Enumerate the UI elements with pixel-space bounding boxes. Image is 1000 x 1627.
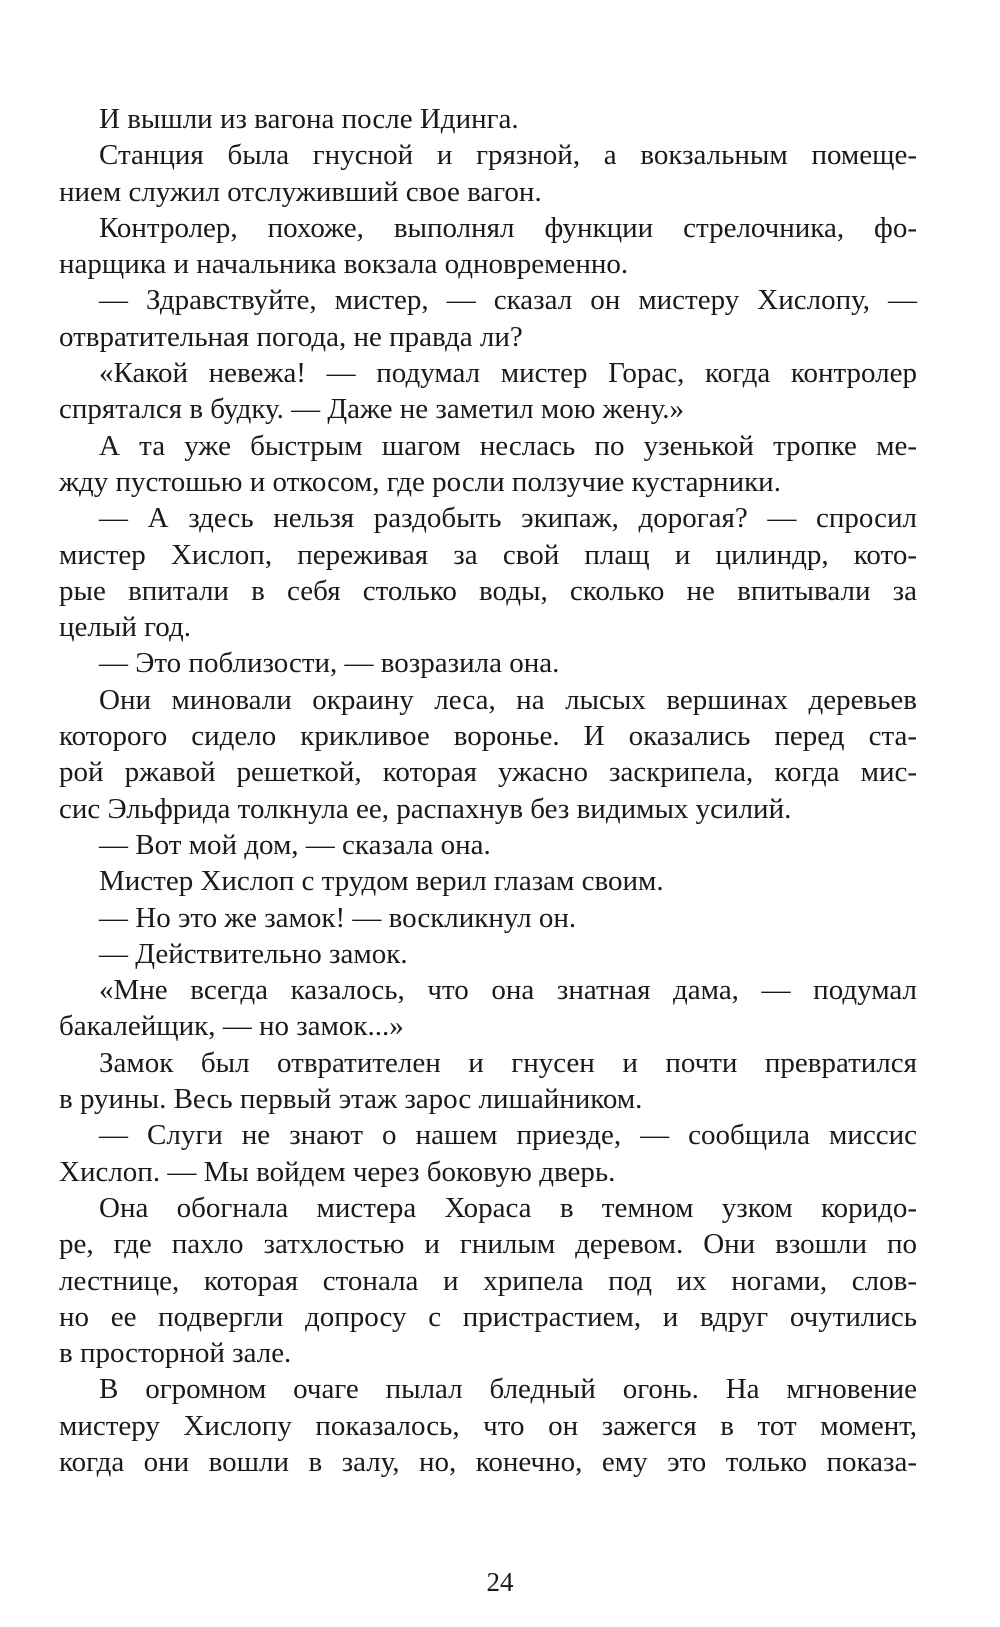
text-line: — Но это же замок! — воскликнул он. [99, 901, 577, 934]
text-line: Хислоп. — Мы войдем через боковую дверь. [59, 1155, 616, 1188]
text-line: — А здесь нельзя раздобыть экипаж, дорогая? — спросил [99, 502, 917, 535]
text-line: Они миновали окраину леса, на лысых вершинах деревьев [99, 683, 917, 716]
text-line: «Мне всегда казалось, что она знатная дама, — подумал [99, 974, 917, 1007]
text-line: сис Эльфрида толкнула ее, распахнув без видимых усилий. [59, 792, 792, 825]
text-line: — Действительно замок. [99, 937, 408, 970]
text-line: целый год. [59, 611, 191, 644]
text-line: — Это поблизости, — возразила она. [99, 647, 560, 680]
text-line: нарщика и начальника вокзала одновременно. [59, 248, 629, 281]
text-line: в руины. Весь первый этаж зарос лишайником. [59, 1083, 643, 1116]
text-line: мистер Хислоп, переживая за свой плащ и цилиндр, кото- [59, 538, 917, 571]
text-line: нием служил отслуживший свое вагон. [59, 175, 542, 208]
text-line: В огромном очаге пылал бледный огонь. На мгновение [99, 1373, 917, 1406]
text-line: мистеру Хислопу показалось, что он зажегся в тот момент, [59, 1409, 917, 1442]
text-line: бакалейщик, — но замок...» [59, 1010, 404, 1043]
text-line: — Слуги не знают о нашем приезде, — сообщила миссис [99, 1119, 917, 1152]
text-line: которого сидело крикливое воронье. И оказались перед ста- [59, 720, 917, 753]
text-line: «Какой невежа! — подумал мистер Горас, когда контролер [99, 357, 917, 390]
text-line: когда они вошли в залу, но, конечно, ему это только показа- [59, 1445, 917, 1478]
text-line: лестнице, которая стонала и хрипела под их ногами, слов- [59, 1264, 917, 1297]
text-line: Контролер, похоже, выполнял функции стрелочника, фо- [99, 211, 917, 244]
text-line: Станция была гнусной и грязной, а вокзальным помеще- [99, 139, 917, 172]
text-line: А та уже быстрым шагом неслась по узенькой тропке ме- [99, 429, 917, 462]
text-line: рые впитали в себя столько воды, сколько не впитывали за [59, 574, 917, 607]
text-line: но ее подвергли допросу с пристрастием, и вдруг очутились [59, 1300, 917, 1333]
text-line: спрятался в будку. — Даже не заметил мою жену.» [59, 393, 685, 426]
text-line: ре, где пахло затхлостью и гнилым деревом. Они взошли по [59, 1228, 917, 1261]
text-line: отвратительная погода, не правда ли? [59, 320, 523, 353]
text-line: в просторной зале. [59, 1337, 292, 1370]
text-line: Мистер Хислоп с трудом верил глазам своим. [99, 865, 664, 898]
text-line: Замок был отвратителен и гнусен и почти превратился [99, 1046, 917, 1079]
text-line: — Здравствуйте, мистер, — сказал он мистеру Хислопу, — [99, 284, 917, 317]
text-line: жду пустошью и откосом, где росли ползучие кустарники. [59, 465, 781, 498]
text-line: — Вот мой дом, — сказала она. [99, 828, 491, 861]
text-line: И вышли из вагона после Идинга. [99, 103, 519, 135]
page-number: 24 [486, 1567, 514, 1597]
text-line: Она обогнала мистера Хораса в темном узком коридо- [99, 1191, 917, 1224]
body-text [59, 101, 917, 1480]
text-line: рой ржавой решеткой, которая ужасно заскрипела, когда мис- [59, 756, 917, 789]
